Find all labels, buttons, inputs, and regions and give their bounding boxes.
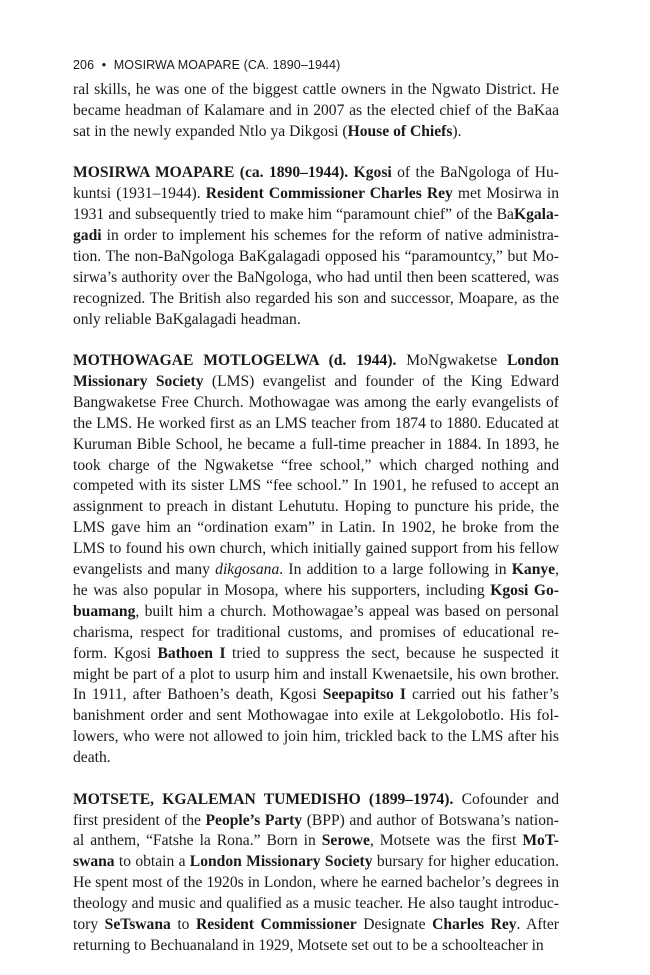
paragraph-mosirwa-moapare xyxy=(73,163,559,330)
text-run: assignment to preach in distant Lehututu. Hoping to puncture his pride, the xyxy=(73,498,559,516)
text-run: . In addition to a large following in xyxy=(279,561,512,579)
text-run: might be part of a plot to usurp him and install Kwenaetsile, his own brother. xyxy=(73,665,559,683)
bold-term: MOTSETE, KGALEMAN TUMEDISHO (1899–1974). xyxy=(73,790,454,808)
text-line xyxy=(73,706,559,727)
text-run: al anthem, “Fatshe la Rona.” Born in xyxy=(73,832,322,850)
text-line xyxy=(73,184,559,205)
text-run: (LMS) evangelist and founder of the King Edward xyxy=(203,372,559,390)
text-line xyxy=(73,435,559,456)
text-line xyxy=(73,226,559,247)
text-line xyxy=(73,894,559,915)
text-line xyxy=(73,101,559,122)
text-run: LMS gave him an “ordination exam” in Latin. In 1902, he broke from the xyxy=(73,519,559,537)
text-line xyxy=(73,665,559,686)
text-line xyxy=(73,748,559,769)
text-run: took charge of the Ngwaketse “free school,” which charged nothing and xyxy=(73,456,559,474)
bold-term: London Missionary Society xyxy=(189,853,373,871)
text-run: the LMS. He worked first as an LMS teacher from 1874 to 1880. Educated at xyxy=(73,414,559,432)
bold-term: Kgosi xyxy=(353,164,392,182)
text-line xyxy=(73,393,559,414)
text-run: Cofounder and xyxy=(453,790,559,808)
header-bullet: • xyxy=(101,58,107,72)
text-run: returning to Bechuanaland in 1929, Motsete set out to be a schoolteacher in xyxy=(73,936,544,954)
bold-term: People’s Party xyxy=(205,811,303,829)
text-line xyxy=(73,644,559,665)
text-line xyxy=(73,414,559,435)
running-header xyxy=(73,58,340,72)
text-run: 1931 and subsequently tried to make him “paramount chief” of the Ba xyxy=(73,206,514,224)
text-run: LMS to found his own church, which initially gained support from his fellow xyxy=(73,540,559,558)
text-run: to xyxy=(170,916,196,934)
bold-term: House of Chiefs xyxy=(347,122,453,140)
text-run: Kuruman Bible School, he became a full-time preacher in 1884. In 1893, he xyxy=(73,435,559,453)
text-line xyxy=(73,831,559,852)
text-run: of the BaNgologa of Hu- xyxy=(391,164,559,182)
text-line xyxy=(73,727,559,748)
text-run: ). xyxy=(452,122,462,140)
bold-term: Resident Commissioner Charles Rey xyxy=(205,185,453,203)
text-line xyxy=(73,247,559,268)
text-run: (BPP) and author of Botswana’s nation- xyxy=(302,811,559,829)
text-run: bursary for higher education. xyxy=(372,853,559,871)
text-run: evangelists and many xyxy=(73,561,216,579)
text-run: he was also popular in Mosopa, where his supporters, including xyxy=(73,581,491,599)
text-run: met Mosirwa in xyxy=(452,185,559,203)
text-run: , Motsete was the first xyxy=(369,832,523,850)
bold-term: buamang xyxy=(73,602,136,620)
text-line xyxy=(73,685,559,706)
text-line xyxy=(73,163,559,184)
bold-term: gadi xyxy=(73,226,102,244)
text-run: kuntsi (1931–1944). xyxy=(73,185,206,203)
text-line xyxy=(73,790,559,811)
bold-term: MOSIRWA MOAPARE (ca. 1890–1944). xyxy=(73,164,349,182)
bold-term: MOTHOWAGAE MOTLOGELWA (d. 1944). xyxy=(73,351,397,369)
text-run: Designate xyxy=(356,916,433,934)
text-line xyxy=(73,205,559,226)
text-run: only reliable BaKgalagadi headman. xyxy=(73,310,301,328)
text-run: recognized. The British also regarded his son and successor, Moapare, as the xyxy=(73,289,559,307)
bold-term: Resident Commissioner xyxy=(195,916,357,934)
text-run: form. Kgosi xyxy=(73,644,158,662)
text-line xyxy=(73,310,559,331)
text-line xyxy=(73,456,559,477)
text-line xyxy=(73,623,559,644)
text-run: In 1911, after Bathoen’s death, Kgosi xyxy=(73,686,323,704)
italic-term: dikgosana xyxy=(215,561,280,579)
text-run: first president of the xyxy=(73,811,206,829)
bold-term: swana xyxy=(73,853,115,871)
text-line xyxy=(73,122,559,143)
text-run: to obtain a xyxy=(114,853,190,871)
text-run: carried out his father’s xyxy=(405,686,559,704)
text-run: death. xyxy=(73,749,111,767)
bold-term: Serowe xyxy=(321,832,370,850)
text-run: Bangwaketse Free Church. Mothowagae was among the early evangelists of xyxy=(73,393,559,411)
text-run: tried to suppress the sect, because he suspected it xyxy=(225,644,560,662)
running-title: MOSIRWA MOAPARE (CA. 1890–1944) xyxy=(113,58,341,72)
text-run: He spent most of the 1920s in London, where he earned bachelor’s degrees in xyxy=(73,874,559,892)
text-line xyxy=(73,539,559,560)
text-run: tion. The non-BaNgologa BaKgalagadi opposed his “paramountcy,” but Mo- xyxy=(73,247,559,265)
bold-term: MoT- xyxy=(522,832,559,850)
text-line xyxy=(73,811,559,832)
page-number: 206 xyxy=(73,58,95,72)
text-line xyxy=(73,915,559,936)
text-run: MoNgwaketse xyxy=(396,351,507,369)
text-run: ral skills, he was one of the biggest cattle owners in the Ngwato District. He xyxy=(73,81,559,98)
bold-term: Kgosi Go- xyxy=(490,581,559,599)
bold-term: Kgala- xyxy=(513,206,559,224)
paragraph-gap xyxy=(73,330,559,351)
text-line xyxy=(73,268,559,289)
text-line xyxy=(73,372,559,393)
text-run: charisma, respect for traditional customs, and promises of educational re- xyxy=(73,623,559,641)
bold-term: SeTswana xyxy=(104,916,171,934)
bold-term: Missionary Society xyxy=(73,372,204,390)
paragraph-gap xyxy=(73,769,559,790)
text-line xyxy=(73,476,559,497)
text-line xyxy=(73,289,559,310)
text-line xyxy=(73,560,559,581)
text-run: , built him a church. Mothowagae’s appeal was based on personal xyxy=(135,602,559,620)
text-run: , xyxy=(555,561,559,579)
text-run: competed with its sister LMS “fee school.” In 1901, he refused to accept an xyxy=(73,477,559,495)
bold-term: Kanye xyxy=(511,561,556,579)
paragraph-motsete-kgaleman xyxy=(73,790,559,957)
text-line xyxy=(73,602,559,623)
bold-term: Charles Rey xyxy=(432,916,517,934)
body-text xyxy=(73,80,559,957)
text-run: theology and music and qualified as a music teacher. He also taught introduc- xyxy=(73,895,559,913)
text-line xyxy=(73,518,559,539)
bold-term: Seepapitso I xyxy=(322,686,406,704)
text-run: in order to implement his schemes for the reform of native administra- xyxy=(101,226,559,244)
text-run: tory xyxy=(73,916,105,934)
text-run: sirwa’s authority over the BaNgologa, who had until then been scattered, was xyxy=(73,268,559,286)
text-line xyxy=(73,581,559,602)
text-line xyxy=(73,497,559,518)
text-run: . After xyxy=(516,916,559,934)
text-run: became headman of Kalamare and in 2007 as the elected chief of the BaKaa xyxy=(73,101,559,119)
text-run: lowers, who were not allowed to join him, trickled back to the LMS after his xyxy=(73,728,559,746)
text-run: banishment order and sent Mothowagae into exile at Lekgolobotlo. His fol- xyxy=(73,707,559,725)
text-line xyxy=(73,351,559,372)
bold-term: London xyxy=(506,351,559,369)
paragraph-mothowagae-motlogelwa xyxy=(73,351,559,769)
paragraph-gap xyxy=(73,143,559,164)
text-line xyxy=(73,80,559,101)
text-line xyxy=(73,873,559,894)
text-line xyxy=(73,936,559,957)
paragraph-continuation xyxy=(73,80,559,143)
text-run: sat in the newly expanded Ntlo ya Dikgosi ( xyxy=(73,122,348,140)
text-line xyxy=(73,852,559,873)
bold-term: Bathoen I xyxy=(157,644,226,662)
